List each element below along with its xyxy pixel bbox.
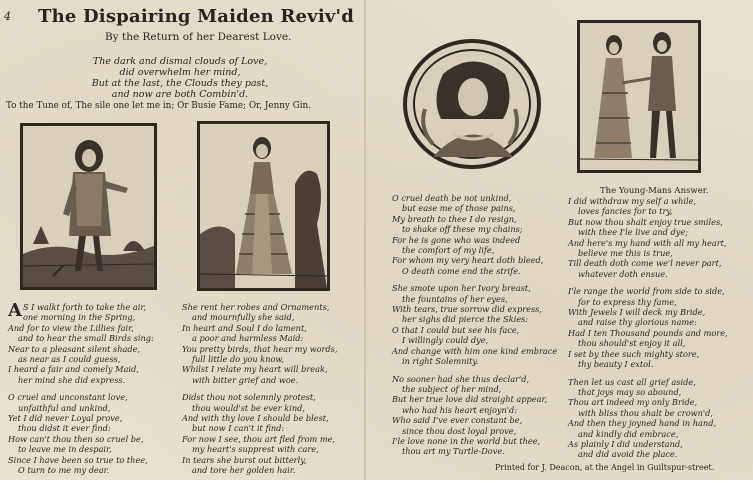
verse-line: the fountains of her eyes, — [402, 293, 508, 304]
verse-line: and kindly did embrace, — [578, 428, 679, 439]
verse-line: You pretty birds, that hear my words, — [182, 343, 338, 354]
verse-line: Then let us cast all grief aside, — [568, 376, 696, 387]
verse-line: loves fancies for to try, — [578, 206, 673, 217]
verse-line: thou would'st be ever kind, — [192, 402, 306, 413]
verse-line: And with thy love I should be blest, — [182, 413, 329, 424]
verse-line: O cruel death be not unkind, — [392, 193, 512, 203]
verse-line: full little do you know, — [192, 354, 285, 365]
ballad-title: The Dispairing Maiden Reviv'd — [38, 6, 355, 27]
verse-line: Till death doth come we'l never part, — [568, 258, 722, 269]
verse-line: one morning in the Spring, — [22, 312, 136, 323]
verse-line: and tore her golden hair. — [192, 465, 296, 476]
verse-line: believe me this is true, — [578, 248, 673, 259]
gentleman-illustration — [23, 126, 154, 287]
verse-line: No sooner had she thus declar'd, — [392, 373, 530, 384]
verse-line: In tears she burst out bitterly, — [182, 454, 307, 465]
verse-line: Didst thou not solemnly protest, — [182, 392, 316, 403]
portrait-illustration — [403, 39, 541, 169]
page-fold — [364, 0, 366, 480]
woodcut-portrait-medallion — [403, 39, 541, 169]
verse-line: Whilst I relate my heart will break, — [182, 364, 328, 375]
verse-line: And here's my hand with all my heart, — [568, 237, 727, 248]
drop-cap: A — [8, 300, 22, 321]
verse-column-2 — [182, 302, 337, 483]
verse-line: unfaithful and unkind, — [18, 402, 111, 413]
verse-line: And change with him one kind embrace — [392, 345, 558, 356]
verse-line: whatever doth ensue. — [578, 268, 668, 279]
verse-line: the comfort of my life, — [402, 245, 495, 256]
tune-line: To the Tune of, The sile one let me in; Or Busie Fame; Or, Jenny Gin. — [6, 101, 311, 111]
verse-line: Who said I've ever constant be, — [392, 415, 523, 426]
intro-verse — [60, 56, 300, 100]
verse-line: Yet I did never Loyal prove, — [8, 413, 123, 424]
intro-line: and now are both Combin'd. — [111, 89, 249, 100]
intro-line: But at the last, the Clouds they past, — [91, 78, 269, 89]
verse-line: who had his heart enjoyn'd: — [402, 404, 518, 415]
verse-line: her sighs did pierce the Skies: — [402, 314, 529, 325]
stanza — [8, 302, 154, 385]
verse-line: with bliss thou shalt be crown'd, — [578, 407, 714, 418]
verse-line: O death come end the strife. — [402, 265, 521, 276]
verse-line: She rent her robes and Ornaments, — [182, 302, 330, 312]
verse-line: With Jewels I will deck my Bride, — [568, 307, 706, 318]
stanza — [568, 377, 728, 460]
stanza — [392, 193, 557, 276]
verse-line: My breath to thee I do resign, — [392, 213, 517, 224]
verse-line: and raise thy glorious name: — [578, 317, 697, 328]
verse-line: that joys may so abound, — [578, 386, 682, 397]
stanza — [182, 392, 337, 475]
woodcut-couple — [577, 20, 701, 173]
verse-line: I heard a fair and comely Maid, — [8, 364, 139, 375]
verse-line: And for to view the Lillies fair, — [8, 322, 134, 333]
intro-line: did overwhelm her mind, — [119, 67, 241, 78]
verse-line: and mournfully she said, — [192, 312, 295, 323]
stanza — [182, 302, 337, 385]
verse-line: thou should'st enjoy it all, — [578, 338, 686, 349]
page-number: 4 — [4, 10, 11, 23]
verse-column-1 — [8, 302, 154, 483]
verse-line: And then they joyned hand in hand, — [568, 418, 717, 429]
verse-line: O that I could but see his face, — [392, 324, 520, 335]
verse-line: the subject of her mind, — [402, 383, 502, 394]
verse-line: I set by thee such mighty store, — [568, 348, 700, 359]
stanza — [8, 392, 154, 475]
verse-line: in right Solemnity. — [402, 356, 479, 367]
verse-line: thou didst it ever find: — [18, 423, 111, 434]
verse-line: With tears, true sorrow did express, — [392, 304, 542, 315]
verse-line: I'le range the world from side to side, — [568, 286, 725, 297]
verse-line: She smote upon her Ivory breast, — [392, 283, 531, 294]
verse-line: In heart and Soul I do lament, — [182, 322, 307, 333]
printer-imprint: Printed for J. Deacon, at the Angel in Guiltspur-street. — [495, 463, 715, 472]
stanza — [568, 196, 728, 279]
verse-line: But now thou shalt enjoy true smiles, — [568, 216, 723, 227]
answer-heading: The Young-Mans Answer. — [600, 186, 709, 196]
verse-line: Thou art indeed my only Bride, — [568, 397, 698, 408]
verse-line: I did withdraw my self a while, — [568, 196, 697, 206]
verse-line: a poor and harmless Maid: — [192, 333, 304, 344]
verse-line: Since I have been so true to thee, — [8, 454, 148, 465]
verse-line: with thee I'le live and dye; — [578, 227, 688, 238]
verse-line: For he is gone who was indeed — [392, 234, 521, 245]
ballad-subtitle: By the Return of her Dearest Love. — [105, 31, 292, 43]
verse-line: and to hear the small Birds sing: — [18, 333, 154, 344]
verse-line: I'le love none in the world but thee, — [392, 435, 541, 446]
verse-line: How can't thou then so cruel be, — [8, 433, 144, 444]
verse-line: but ease me of those pains, — [402, 203, 516, 214]
verse-line: But her true love did straight appear, — [392, 394, 548, 405]
verse-line: with bitter grief and woe. — [192, 374, 299, 385]
lady-illustration — [200, 124, 327, 288]
verse-line: For now I see, thou art fled from me, — [182, 433, 336, 444]
verse-line: to shake off these my chains; — [402, 224, 523, 235]
verse-line: thou art my Turtle-Dove. — [402, 446, 505, 457]
verse-line: as near as I could guess, — [18, 354, 121, 365]
verse-line: and did avoid the place. — [578, 449, 678, 460]
verse-line: I willingly could dye, — [402, 335, 489, 346]
verse-line: For whom my very heart doth bleed, — [392, 255, 544, 266]
verse-line: but now I can't it find: — [192, 423, 285, 434]
verse-line: since thou dost loyal prove, — [402, 425, 517, 436]
stanza — [392, 374, 557, 457]
verse-line: my heart's supprest with care, — [192, 444, 319, 455]
intro-line: The dark and dismal clouds of Love, — [92, 56, 268, 67]
woodcut-lady — [197, 121, 330, 291]
verse-line: S I walkt forth to take the air, — [22, 302, 146, 312]
verse-line: O turn to me my dear. — [18, 465, 110, 476]
verse-line: thy beauty I extol. — [578, 359, 654, 370]
verse-line: for to express thy fame, — [578, 296, 677, 307]
verse-line: Had I ten Thousand pounds and more, — [568, 327, 728, 338]
verse-column-3 — [392, 193, 557, 464]
verse-column-4 — [568, 196, 728, 467]
verse-line: As plainly I did understand, — [568, 438, 683, 449]
couple-illustration — [580, 23, 698, 170]
stanza — [568, 286, 728, 369]
verse-line: Near to a pleasant silent shade, — [8, 343, 141, 354]
verse-line: O cruel and unconstant love, — [8, 392, 128, 403]
verse-line: to leave me in despair, — [18, 444, 112, 455]
woodcut-gentleman — [20, 123, 157, 290]
verse-line: her mind she did express. — [18, 374, 126, 385]
stanza — [392, 283, 557, 366]
